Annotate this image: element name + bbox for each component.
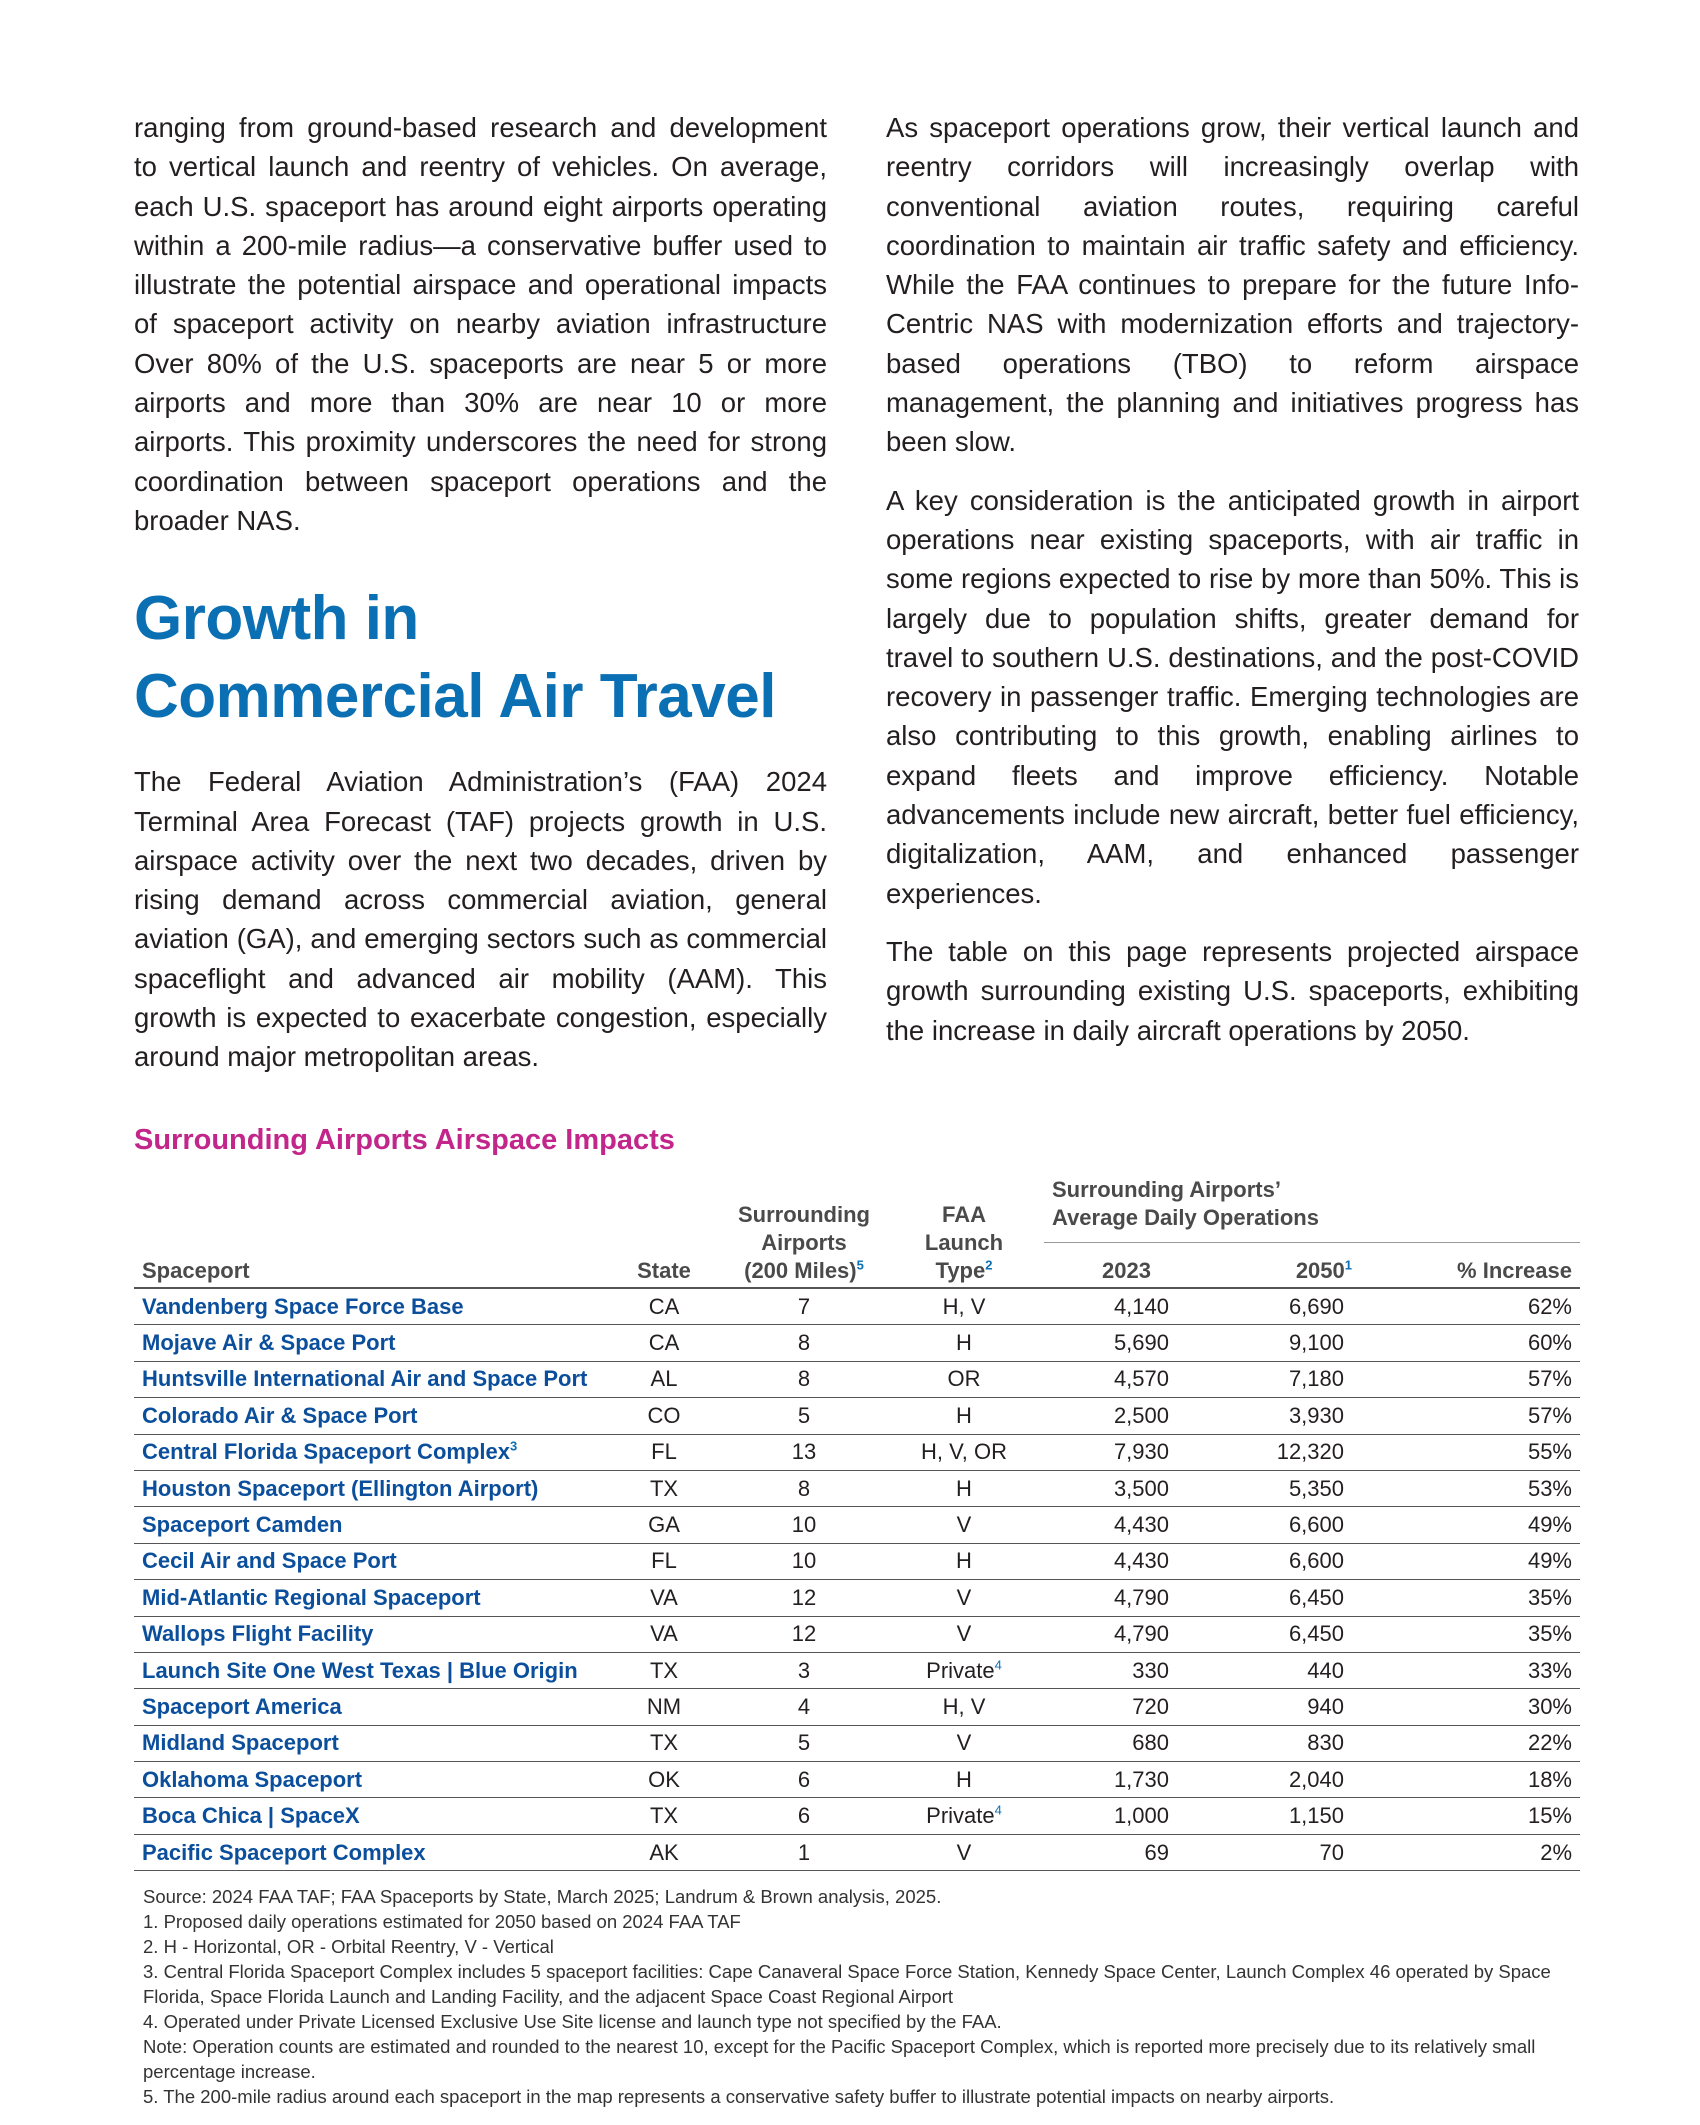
launch-type: V xyxy=(956,1512,972,1538)
cell-state: CA xyxy=(604,1325,724,1361)
cell-percent-increase: 35% xyxy=(1384,1580,1580,1616)
cell-ops-2023: 7,930 xyxy=(1044,1434,1209,1470)
cell-surrounding-airports: 8 xyxy=(724,1361,884,1397)
cell-ops-2023: 3,500 xyxy=(1044,1470,1209,1506)
launch-type: V xyxy=(956,1730,972,1756)
table-header-group-row xyxy=(134,1176,1580,1243)
cell-launch-type xyxy=(884,1725,1044,1761)
header-faa-line3: Type xyxy=(935,1258,986,1283)
table-row xyxy=(134,1507,1580,1543)
cell-ops-2050: 6,450 xyxy=(1209,1580,1384,1616)
cell-launch-type xyxy=(884,1652,1044,1688)
right-text-column xyxy=(886,108,1579,1069)
header-spaceport: Spaceport xyxy=(134,1176,604,1288)
cell-ops-2023: 680 xyxy=(1044,1725,1209,1761)
header-surrounding-airports xyxy=(724,1176,884,1288)
cell-percent-increase: 60% xyxy=(1384,1325,1580,1361)
cell-percent-increase: 49% xyxy=(1384,1507,1580,1543)
footnote-ref: 4 xyxy=(994,1802,1002,1818)
header-group-line2: Average Daily Operations xyxy=(1052,1205,1319,1230)
launch-type: H xyxy=(956,1766,972,1792)
header-faa-launch-type xyxy=(884,1176,1044,1288)
table-row xyxy=(134,1470,1580,1506)
footnote-4: 4. Operated under Private Licensed Exclusive Use Site license and launch type not specified by the FAA. xyxy=(143,2011,1002,2032)
table-row xyxy=(134,1762,1580,1798)
footnote-3: 3. Central Florida Spaceport Complex includes 5 spaceport facilities: Cape Canaveral Space Force Station, Kennedy Space Center, Launch Complex 46 operated by Space Florida, Space Florida Launch and Landing Facility, and the adjacent Space Coast Regional Airport xyxy=(143,1961,1551,2007)
cell-state: CO xyxy=(604,1398,724,1434)
header-faa-line1: FAA xyxy=(942,1202,986,1227)
cell-percent-increase: 2% xyxy=(1384,1834,1580,1870)
cell-surrounding-airports: 10 xyxy=(724,1543,884,1579)
spaceport-name: Mid-Atlantic Regional Spaceport xyxy=(142,1584,481,1610)
cell-launch-type xyxy=(884,1580,1044,1616)
cell-spaceport-name xyxy=(134,1580,604,1616)
cell-state: FL xyxy=(604,1543,724,1579)
cell-ops-2050: 6,600 xyxy=(1209,1507,1384,1543)
cell-percent-increase: 33% xyxy=(1384,1652,1580,1688)
cell-ops-2050: 440 xyxy=(1209,1652,1384,1688)
launch-type: H, V xyxy=(942,1693,986,1719)
table-row xyxy=(134,1325,1580,1361)
launch-type: Private xyxy=(926,1657,995,1683)
cell-ops-2023: 4,570 xyxy=(1044,1361,1209,1397)
cell-state: VA xyxy=(604,1616,724,1652)
launch-type: H xyxy=(956,1402,972,1428)
cell-percent-increase: 49% xyxy=(1384,1543,1580,1579)
cell-launch-type xyxy=(884,1288,1044,1325)
cell-surrounding-airports: 6 xyxy=(724,1762,884,1798)
table-row xyxy=(134,1543,1580,1579)
cell-ops-2023: 4,790 xyxy=(1044,1616,1209,1652)
cell-ops-2023: 4,140 xyxy=(1044,1288,1209,1325)
cell-ops-2050: 70 xyxy=(1209,1834,1384,1870)
cell-launch-type xyxy=(884,1434,1044,1470)
footnote-ref-2: 2 xyxy=(985,1257,993,1273)
table-row xyxy=(134,1288,1580,1325)
cell-spaceport-name xyxy=(134,1434,604,1470)
footnote-note: Note: Operation counts are estimated and rounded to the nearest 10, except for the Pacific Spaceport Complex, which is reported more precisely due to its relatively small percentage increase. xyxy=(143,2036,1536,2082)
cell-surrounding-airports: 12 xyxy=(724,1616,884,1652)
cell-ops-2050: 12,320 xyxy=(1209,1434,1384,1470)
cell-surrounding-airports: 10 xyxy=(724,1507,884,1543)
cell-state: OK xyxy=(604,1762,724,1798)
header-2023: 2023 xyxy=(1044,1243,1209,1289)
cell-percent-increase: 15% xyxy=(1384,1798,1580,1834)
cell-surrounding-airports: 1 xyxy=(724,1834,884,1870)
cell-spaceport-name xyxy=(134,1834,604,1870)
header-average-daily-operations xyxy=(1044,1176,1580,1243)
cell-percent-increase: 18% xyxy=(1384,1762,1580,1798)
cell-launch-type xyxy=(884,1325,1044,1361)
cell-state: TX xyxy=(604,1652,724,1688)
header-faa-line2: Launch xyxy=(924,1230,1004,1255)
cell-percent-increase: 30% xyxy=(1384,1689,1580,1725)
spaceport-name: Central Florida Spaceport Complex xyxy=(142,1439,510,1465)
cell-surrounding-airports: 13 xyxy=(724,1434,884,1470)
launch-type: V xyxy=(956,1839,972,1865)
cell-ops-2050: 6,450 xyxy=(1209,1616,1384,1652)
cell-state: TX xyxy=(604,1470,724,1506)
cell-ops-2023: 5,690 xyxy=(1044,1325,1209,1361)
header-2050-label: 2050 xyxy=(1295,1258,1345,1283)
cell-state: FL xyxy=(604,1434,724,1470)
cell-state: NM xyxy=(604,1689,724,1725)
spaceport-name: Cecil Air and Space Port xyxy=(142,1548,397,1574)
cell-surrounding-airports: 4 xyxy=(724,1689,884,1725)
table-row xyxy=(134,1434,1580,1470)
cell-launch-type xyxy=(884,1361,1044,1397)
header-2050 xyxy=(1209,1243,1384,1289)
spaceport-name: Mojave Air & Space Port xyxy=(142,1330,396,1356)
footnote-2: 2. H - Horizontal, OR - Orbital Reentry, V - Vertical xyxy=(143,1936,554,1957)
table-row xyxy=(134,1398,1580,1434)
cell-ops-2050: 2,040 xyxy=(1209,1762,1384,1798)
cell-ops-2050: 6,600 xyxy=(1209,1543,1384,1579)
table-row xyxy=(134,1798,1580,1834)
footnote-ref-1: 1 xyxy=(1344,1257,1352,1273)
section-heading xyxy=(134,580,827,736)
launch-type: H xyxy=(956,1548,972,1574)
cell-ops-2050: 940 xyxy=(1209,1689,1384,1725)
cell-spaceport-name xyxy=(134,1616,604,1652)
table-row xyxy=(134,1725,1580,1761)
cell-surrounding-airports: 7 xyxy=(724,1288,884,1325)
cell-launch-type xyxy=(884,1543,1044,1579)
launch-type: V xyxy=(956,1621,972,1647)
cell-percent-increase: 35% xyxy=(1384,1616,1580,1652)
cell-launch-type xyxy=(884,1470,1044,1506)
cell-spaceport-name xyxy=(134,1762,604,1798)
cell-state: VA xyxy=(604,1580,724,1616)
cell-spaceport-name xyxy=(134,1470,604,1506)
footnote-1: 1. Proposed daily operations estimated for 2050 based on 2024 FAA TAF xyxy=(143,1911,741,1932)
spaceport-name: Houston Spaceport (Ellington Airport) xyxy=(142,1475,539,1501)
cell-ops-2023: 69 xyxy=(1044,1834,1209,1870)
section-heading-line1: Growth in xyxy=(134,584,419,654)
header-surrounding-line2: Airports xyxy=(761,1230,847,1255)
cell-spaceport-name xyxy=(134,1507,604,1543)
cell-percent-increase: 57% xyxy=(1384,1361,1580,1397)
table-row xyxy=(134,1834,1580,1870)
header-surrounding-line3: (200 Miles) xyxy=(744,1258,857,1283)
cell-ops-2050: 9,100 xyxy=(1209,1325,1384,1361)
spaceport-name: Launch Site One West Texas | Blue Origin xyxy=(142,1657,578,1683)
footnote-5: 5. The 200-mile radius around each spaceport in the map represents a conservative safety buffer to illustrate potential impacts on nearby airports. xyxy=(143,2086,1335,2107)
airspace-impacts-table xyxy=(134,1176,1580,1871)
header-group-line1: Surrounding Airports’ xyxy=(1052,1177,1281,1202)
cell-ops-2050: 5,350 xyxy=(1209,1470,1384,1506)
cell-state: TX xyxy=(604,1725,724,1761)
cell-percent-increase: 55% xyxy=(1384,1434,1580,1470)
cell-spaceport-name xyxy=(134,1652,604,1688)
cell-state: AK xyxy=(604,1834,724,1870)
cell-surrounding-airports: 12 xyxy=(724,1580,884,1616)
cell-ops-2023: 1,730 xyxy=(1044,1762,1209,1798)
cell-spaceport-name xyxy=(134,1798,604,1834)
spaceport-name: Pacific Spaceport Complex xyxy=(142,1839,426,1865)
cell-spaceport-name xyxy=(134,1725,604,1761)
cell-launch-type xyxy=(884,1398,1044,1434)
header-state: State xyxy=(604,1176,724,1288)
footnote-ref: 3 xyxy=(509,1438,518,1454)
spaceport-name: Vandenberg Space Force Base xyxy=(142,1293,464,1319)
cell-state: GA xyxy=(604,1507,724,1543)
cell-surrounding-airports: 8 xyxy=(724,1470,884,1506)
table-row xyxy=(134,1580,1580,1616)
launch-type: OR xyxy=(947,1366,981,1392)
cell-launch-type xyxy=(884,1616,1044,1652)
cell-ops-2023: 1,000 xyxy=(1044,1798,1209,1834)
table-row xyxy=(134,1361,1580,1397)
cell-spaceport-name xyxy=(134,1288,604,1325)
table-footnotes xyxy=(143,1884,1563,2109)
table-title: Surrounding Airports Airspace Impacts xyxy=(134,1124,675,1156)
footnote-ref-5: 5 xyxy=(856,1257,864,1273)
spaceport-name: Spaceport Camden xyxy=(142,1512,343,1538)
cell-ops-2050: 7,180 xyxy=(1209,1361,1384,1397)
left-text-column xyxy=(134,108,827,1096)
cell-spaceport-name xyxy=(134,1325,604,1361)
intro-paragraph: ranging from ground-based research and development to vertical launch and reentry of vehicles. On average, each U.S. spaceport has around eight airports operating within a 200-mile radius—a conservative buffer used to illustrate the potential airspace and operational impacts of spaceport activity on nearby aviation infrastructure Over 80% of the U.S. spaceports are near 5 or more airports and more than 30% are near 10 or more airports. This proximity underscores the need for strong coordination between spaceport operations and the broader NAS. xyxy=(134,112,827,536)
table-description-paragraph: The table on this page represents projected airspace growth surrounding existing U.S. spaceports, exhibiting the increase in daily aircraft operations by 2050. xyxy=(886,935,1579,1046)
cell-state: TX xyxy=(604,1798,724,1834)
launch-type: V xyxy=(956,1584,972,1610)
cell-ops-2023: 4,430 xyxy=(1044,1543,1209,1579)
cell-surrounding-airports: 5 xyxy=(724,1398,884,1434)
footnote-source: Source: 2024 FAA TAF; FAA Spaceports by State, March 2025; Landrum & Brown analysis, 2025. xyxy=(143,1886,942,1907)
growth-consideration-paragraph: A key consideration is the anticipated growth in airport operations near existing spaceports, with air traffic in some regions expected to rise by more than 50%. This is largely due to population shifts, greater demand for travel to southern U.S. destinations, and the post-COVID recovery in passenger traffic. Emerging technologies are also contributing to this growth, enabling airlines to expand fleets and improve efficiency. Notable advancements include new aircraft, better fuel efficiency, digitalization, AAM, and enhanced passenger experiences. xyxy=(886,484,1579,909)
spaceport-name: Oklahoma Spaceport xyxy=(142,1766,363,1792)
spaceport-name: Midland Spaceport xyxy=(142,1730,339,1756)
spaceport-name: Huntsville International Air and Space Port xyxy=(142,1366,588,1392)
cell-percent-increase: 62% xyxy=(1384,1288,1580,1325)
launch-type: H xyxy=(956,1475,972,1501)
cell-ops-2023: 330 xyxy=(1044,1652,1209,1688)
cell-ops-2050: 1,150 xyxy=(1209,1798,1384,1834)
cell-launch-type xyxy=(884,1507,1044,1543)
table-row xyxy=(134,1616,1580,1652)
cell-ops-2023: 4,430 xyxy=(1044,1507,1209,1543)
spaceport-name: Wallops Flight Facility xyxy=(142,1621,374,1647)
cell-state: CA xyxy=(604,1288,724,1325)
cell-spaceport-name xyxy=(134,1361,604,1397)
launch-type: H xyxy=(956,1330,972,1356)
table-row xyxy=(134,1652,1580,1688)
launch-type: H, V xyxy=(942,1293,986,1319)
cell-surrounding-airports: 8 xyxy=(724,1325,884,1361)
cell-ops-2050: 6,690 xyxy=(1209,1288,1384,1325)
cell-state: AL xyxy=(604,1361,724,1397)
spaceport-name: Spaceport America xyxy=(142,1693,342,1719)
spaceport-name: Boca Chica | SpaceX xyxy=(142,1803,360,1829)
launch-type: Private xyxy=(926,1803,995,1829)
table-body xyxy=(134,1288,1580,1871)
corridor-overlap-paragraph: As spaceport operations grow, their vertical launch and reentry corridors will increasingly overlap with conventional aviation routes, requiring careful coordination to maintain air traffic safety and efficiency. While the FAA continues to prepare for the future Info-Centric NAS with modernization efforts and trajectory-based operations (TBO) to reform airspace management, the planning and initiatives progress has been slow. xyxy=(886,112,1579,458)
spaceport-name: Colorado Air & Space Port xyxy=(142,1402,418,1428)
cell-launch-type xyxy=(884,1762,1044,1798)
header-percent-increase: % Increase xyxy=(1384,1243,1580,1289)
cell-surrounding-airports: 3 xyxy=(724,1652,884,1688)
cell-spaceport-name xyxy=(134,1398,604,1434)
cell-launch-type xyxy=(884,1798,1044,1834)
cell-surrounding-airports: 5 xyxy=(724,1725,884,1761)
footnote-ref: 4 xyxy=(994,1657,1002,1673)
cell-ops-2050: 830 xyxy=(1209,1725,1384,1761)
section-heading-line2: Commercial Air Travel xyxy=(134,662,776,732)
cell-percent-increase: 53% xyxy=(1384,1470,1580,1506)
cell-ops-2023: 720 xyxy=(1044,1689,1209,1725)
cell-ops-2023: 2,500 xyxy=(1044,1398,1209,1434)
faa-forecast-paragraph: The Federal Aviation Administration’s (FAA) 2024 Terminal Area Forecast (TAF) projects growth in U.S. airspace activity over the next two decades, driven by rising demand across commercial aviation, general aviation (GA), and emerging sectors such as commercial spaceflight and advanced air mobility (AAM). This growth is expected to exacerbate congestion, especially around major metropolitan areas. xyxy=(134,766,827,1073)
cell-spaceport-name xyxy=(134,1689,604,1725)
launch-type: H, V, OR xyxy=(921,1439,1007,1465)
cell-percent-increase: 57% xyxy=(1384,1398,1580,1434)
cell-ops-2023: 4,790 xyxy=(1044,1580,1209,1616)
cell-percent-increase: 22% xyxy=(1384,1725,1580,1761)
cell-launch-type xyxy=(884,1689,1044,1725)
table-row xyxy=(134,1689,1580,1725)
cell-surrounding-airports: 6 xyxy=(724,1798,884,1834)
cell-launch-type xyxy=(884,1834,1044,1870)
header-surrounding-line1: Surrounding xyxy=(738,1202,870,1227)
cell-spaceport-name xyxy=(134,1543,604,1579)
cell-ops-2050: 3,930 xyxy=(1209,1398,1384,1434)
